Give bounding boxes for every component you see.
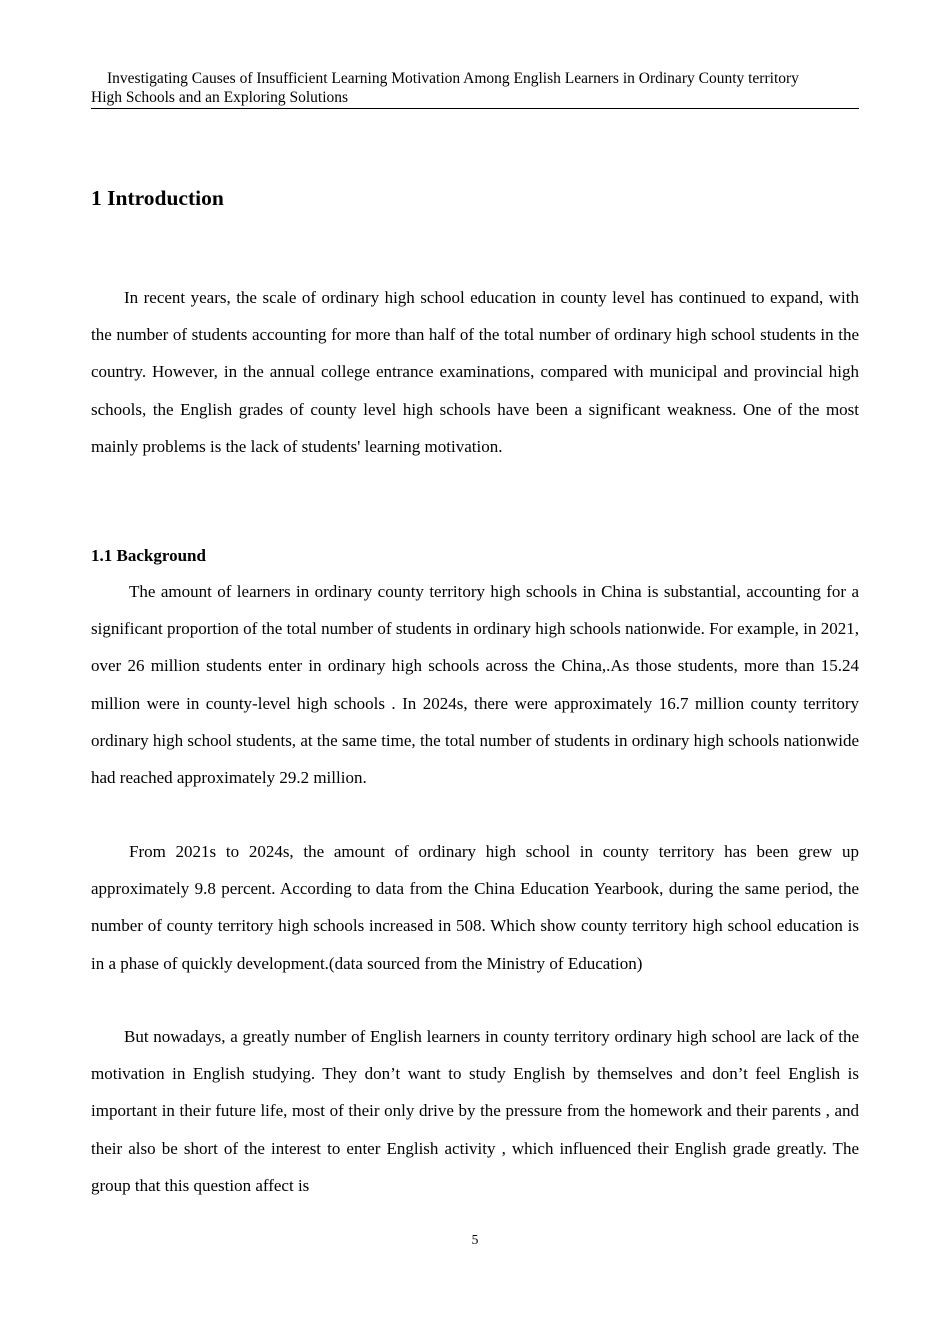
intro-paragraph: In recent years, the scale of ordinary high school education in county level has continued to expand, with the number of students accounting for more than half of the total number of ordinary high school students in the country. However, in the annual college entrance examinations, compared with municipal and provincial high schools, the English grades of county level high schools have been a significant weakness. One of the most mainly problems is the lack of students' learning motivation. bbox=[91, 288, 859, 456]
running-header-line-2: High Schools and an Exploring Solutions bbox=[91, 89, 349, 106]
chapter-title: 1 Introduction bbox=[91, 186, 224, 210]
background-paragraph-3: But nowadays, a greatly number of English learners in county territory ordinary high school are lack of the motivation in English studying. They don’t want to study English by themselves and don’t feel English is important in their future life, most of their only drive by the pressure from the homework and their parents , and their also be short of the interest to enter English activity , which influenced their English grade greatly. The group that this question affect is bbox=[91, 1027, 859, 1195]
page-number: 5 bbox=[471, 1232, 479, 1247]
section-title: 1.1 Background bbox=[91, 546, 206, 565]
background-paragraph-1: The amount of learners in ordinary county territory high schools in China is substantial, accounting for a significant proportion of the total number of students in ordinary high schools nationwide. For example, in 2021, over 26 million students enter in ordinary high schools across the China,.As those students, more than 15.24 million were in county-level high schools . In 2024s, there were approximately 16.7 million county territory ordinary high school students, at the same time, the total number of students in ordinary high schools nationwide had reached approximately 29.2 million. bbox=[91, 582, 859, 788]
running-header-line-1: Investigating Causes of Insufficient Learning Motivation Among English Learners in Ordinary County territory bbox=[107, 70, 799, 87]
running-header bbox=[91, 69, 859, 109]
background-paragraph-2: From 2021s to 2024s, the amount of ordinary high school in county territory has been grew up approximately 9.8 percent. According to data from the China Education Yearbook, during the same period, the number of county territory high schools increased in 508. Which show county territory high school education is in a phase of quickly development.(data sourced from the Ministry of Education) bbox=[91, 842, 859, 973]
